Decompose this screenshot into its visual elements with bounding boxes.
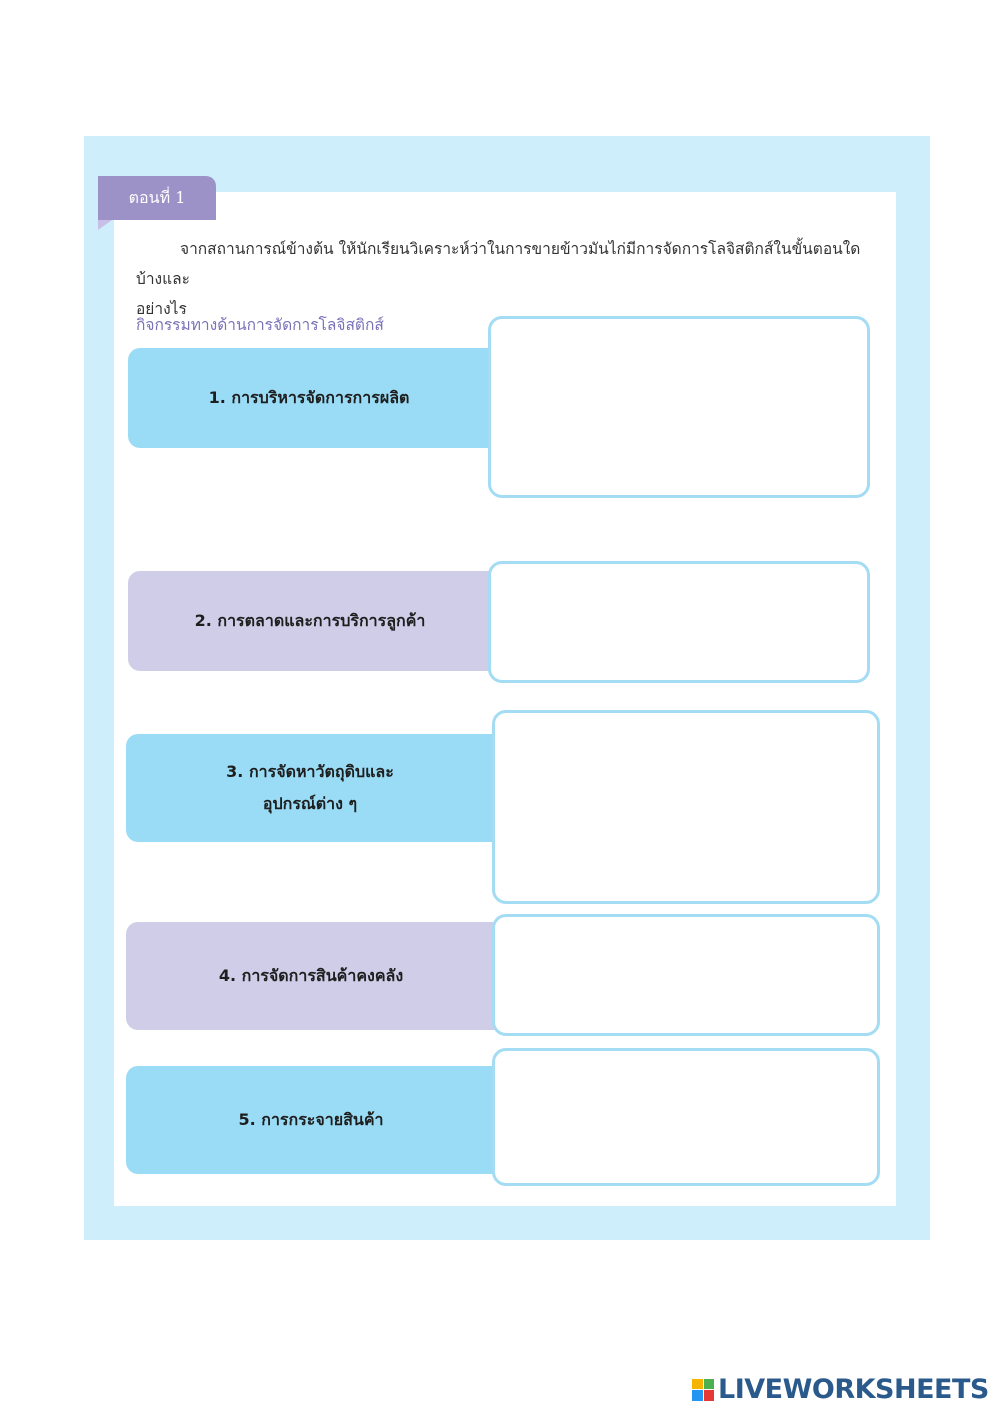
answer-box-5[interactable]	[492, 1048, 880, 1186]
activity-label-1	[128, 348, 490, 448]
activity-label-5-text: 5. การกระจายสินค้า	[238, 1110, 384, 1129]
activity-label-4	[126, 922, 496, 1030]
activity-label-1-text: 1. การบริหารจัดการการผลิต	[208, 388, 410, 407]
activity-label-2-text: 2. การตลาดและการบริการลูกค้า	[194, 611, 426, 630]
section-heading: กิจกรรมทางด้านการจัดการโลจิสติกส์	[136, 316, 384, 334]
tab-fold-decoration	[98, 220, 112, 230]
activity-label-2	[128, 571, 492, 671]
activity-label-3-line2: อุปกรณ์ต่าง ๆ	[262, 794, 358, 813]
activity-label-3-line1: 3. การจัดหาวัตถุดิบและ	[226, 762, 394, 781]
part-tab-label: ตอนที่ 1	[128, 187, 186, 207]
instruction-text	[136, 234, 876, 324]
liveworksheets-logo	[692, 1374, 989, 1405]
instruction-line-1: จากสถานการณ์ข้างต้น ให้นักเรียนวิเคราะห์ว่าในการขายข้าวมันไก่มีการจัดการโลจิสติกส์ในขั้นตอนใดบ้างและ	[136, 240, 861, 288]
answer-box-2[interactable]	[488, 561, 870, 683]
activity-label-3	[126, 734, 494, 842]
instruction-line-2: อย่างไร	[136, 300, 187, 318]
liveworksheets-logo-icon	[692, 1379, 714, 1401]
activity-label-4-text: 4. การจัดการสินค้าคงคลัง	[218, 966, 404, 985]
part-tab	[98, 176, 216, 220]
answer-box-4[interactable]	[492, 914, 880, 1036]
answer-box-3[interactable]	[492, 710, 880, 904]
activity-label-5	[126, 1066, 496, 1174]
answer-box-1[interactable]	[488, 316, 870, 498]
liveworksheets-logo-text: LIVEWORKSHEETS	[718, 1374, 989, 1405]
